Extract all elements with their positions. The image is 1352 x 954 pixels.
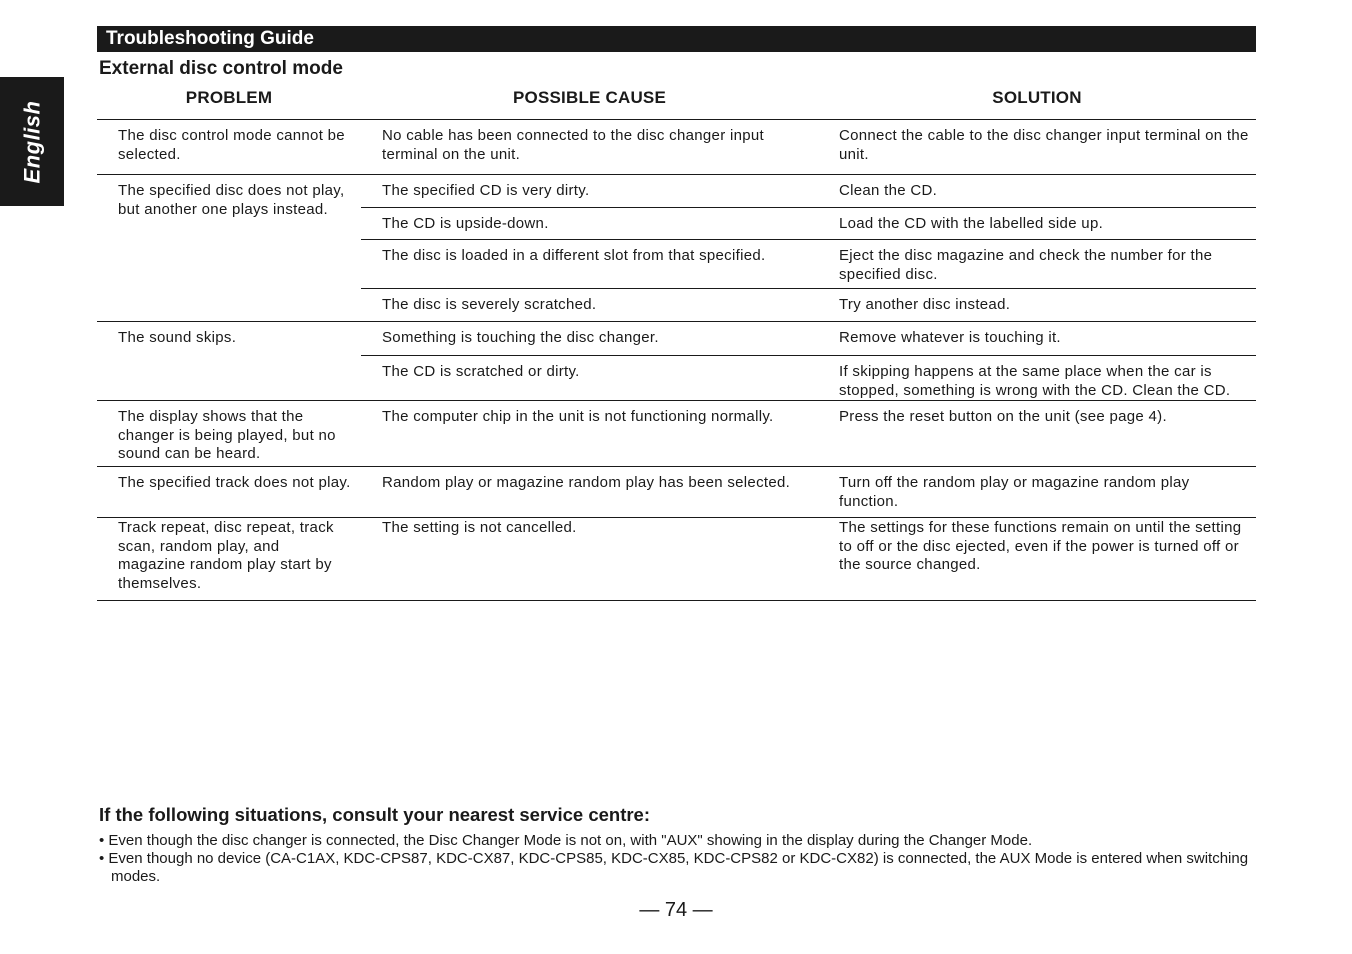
table-row-group [97, 322, 1256, 401]
cause-cell: The computer chip in the unit is not functioning normally. [382, 408, 774, 425]
cause-cell: The disc is severely scratched. [382, 296, 597, 313]
solution-cell: Load the CD with the labelled side up. [839, 215, 1104, 232]
cause-cell: The disc is loaded in a different slot from that specified. [382, 247, 766, 264]
solution-cell: Turn off the random play or magazine random play function. [839, 474, 1190, 510]
cause-cell: The CD is scratched or dirty. [382, 363, 580, 380]
page-title: Troubleshooting Guide [97, 26, 1256, 52]
table-row [361, 467, 1256, 515]
problem-cell: The specified track does not play. [118, 474, 351, 491]
table-row [361, 239, 1256, 288]
table-row-group [97, 175, 1256, 322]
header-solution: SOLUTION [992, 88, 1082, 107]
section-heading: External disc control mode [99, 58, 343, 79]
table-header [97, 84, 1256, 120]
page-number: — 74 — [639, 899, 713, 921]
cause-cell: The specified CD is very dirty. [382, 182, 590, 199]
cause-cell: Random play or magazine random play has been selected. [382, 474, 791, 491]
service-bullet: • Even though the disc changer is connected, the Disc Changer Mode is not on, with "AUX" showing in the display during the Changer Mode. [99, 832, 1033, 849]
table-row [361, 355, 1256, 399]
table-row-group [97, 401, 1256, 467]
language-tab [0, 77, 64, 206]
table-row [361, 207, 1256, 239]
table-row [361, 288, 1256, 320]
problem-cell: The display shows that the changer is being played, but no sound can be heard. [118, 408, 336, 462]
header-problem: PROBLEM [185, 88, 273, 107]
solution-cell: Press the reset button on the unit (see page 4). [839, 408, 1167, 425]
solution-cell: Try another disc instead. [839, 296, 1011, 313]
language-tab-label: English [19, 100, 45, 183]
table-row-group [97, 120, 1256, 175]
solution-cell: Eject the disc magazine and check the number for the specified disc. [839, 247, 1213, 283]
problem-cell: The sound skips. [118, 329, 237, 346]
table-row [361, 322, 1256, 355]
solution-cell: Connect the cable to the disc changer input terminal on the unit. [839, 127, 1249, 163]
header-cause: POSSIBLE CAUSE [513, 88, 666, 107]
table-row [361, 175, 1256, 207]
troubleshooting-table [97, 84, 1256, 601]
cause-cell: The CD is upside-down. [382, 215, 549, 232]
table-row [361, 401, 1256, 431]
problem-cell: The specified disc does not play, but another one plays instead. [118, 182, 345, 218]
solution-cell: Clean the CD. [839, 182, 938, 199]
table-row-group [97, 467, 1256, 518]
problem-cell: The disc control mode cannot be selected. [118, 127, 345, 163]
cause-cell: Something is touching the disc changer. [382, 329, 659, 346]
table-row [361, 518, 1256, 579]
solution-cell: If skipping happens at the same place when the car is stopped, something is wrong with the CD. Clean the CD. [839, 363, 1231, 399]
problem-cell: Track repeat, disc repeat, track scan, random play, and magazine random play start by themselves. [118, 519, 334, 592]
solution-cell: The settings for these functions remain on until the setting to off or the disc ejected, even if the power is turned off or the source changed. [839, 519, 1242, 573]
service-bullet: • Even though no device (CA-C1AX, KDC-CPS87, KDC-CX87, KDC-CPS85, KDC-CX85, KDC-CPS82 or KDC-CX82) is connected, the AUX Mode is entered when switching modes. [99, 850, 1249, 885]
cause-cell: The setting is not cancelled. [382, 519, 577, 536]
cause-cell: No cable has been connected to the disc changer input terminal on the unit. [382, 127, 764, 163]
solution-cell: Remove whatever is touching it. [839, 329, 1061, 346]
service-heading: If the following situations, consult your nearest service centre: [99, 804, 651, 825]
table-row [361, 120, 1256, 168]
table-row-group [97, 518, 1256, 601]
